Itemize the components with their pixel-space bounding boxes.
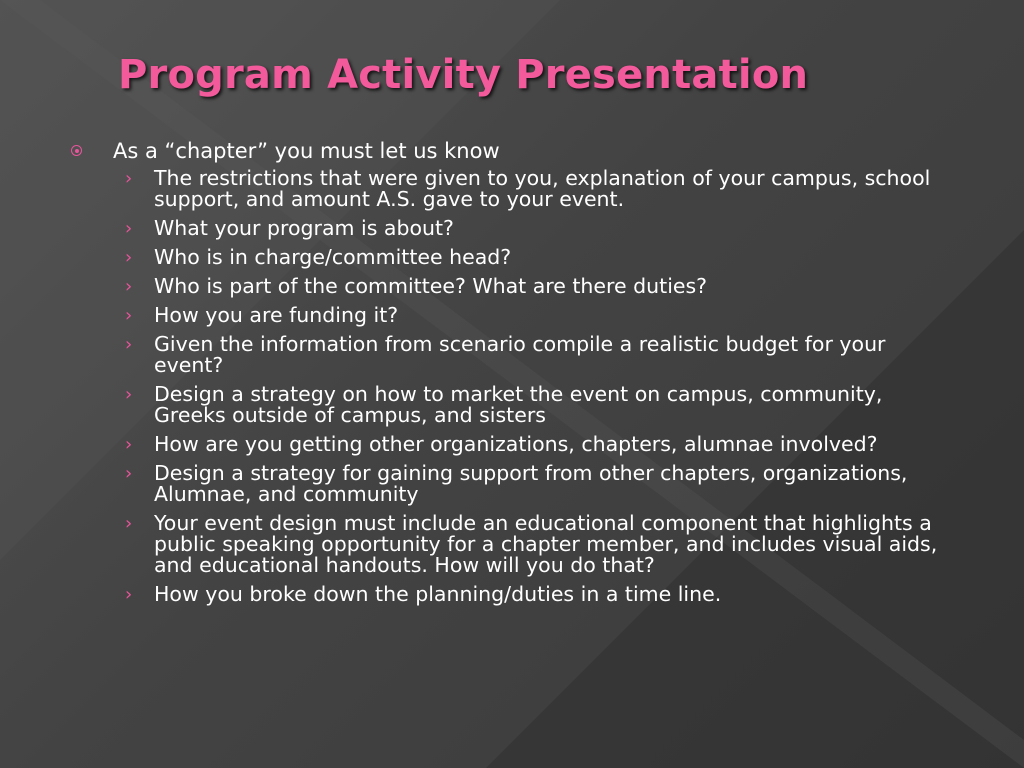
chevron-right-icon: › [125,334,133,355]
chevron-right-icon: › [125,384,133,405]
chevron-right-icon: › [125,168,133,189]
bullet-list [70,138,970,613]
ring-bullet-icon [71,145,82,156]
sub-list-item-text: How you are funding it? [154,303,399,327]
chevron-right-icon: › [125,463,133,484]
sub-list-item [70,463,954,505]
sub-list-item [70,584,954,605]
sub-list-item-text: Your event design must include an educational component that highlights a public speaking opportunity for a chapter member, and includes visual aids, and educational handouts. How will you do that? [154,511,938,577]
sub-list-item-text: Who is part of the committee? What are there duties? [154,274,708,298]
list-item-text: As a “chapter” you must let us know [113,139,500,163]
sub-list-item-text: What your program is about? [154,216,454,240]
sub-list-item [70,334,954,376]
chevron-right-icon: › [125,434,133,455]
chevron-right-icon: › [125,584,133,605]
sub-list-item-text: Who is in charge/committee head? [154,245,512,269]
chevron-right-icon: › [125,247,133,268]
sub-list-item [70,434,954,455]
sub-list-item-text: The restrictions that were given to you, explanation of your campus, school support, and amount A.S. gave to your event. [154,166,931,211]
sub-list-item [70,513,954,576]
sub-list-item-text: How you broke down the planning/duties in a time line. [154,582,722,606]
chevron-right-icon: › [125,305,133,326]
sub-list-item [70,247,954,268]
sub-list-item [70,168,954,210]
sub-list-item [70,384,954,426]
sub-list-item [70,276,954,297]
sub-list-item-text: Design a strategy on how to market the event on campus, community, Greeks outside of campus, and sisters [154,382,883,427]
list-item [70,138,970,164]
sub-list-item-text: How are you getting other organizations, chapters, alumnae involved? [154,432,878,456]
chevron-right-icon: › [125,513,133,534]
chevron-right-icon: › [125,276,133,297]
sub-list-item-text: Given the information from scenario compile a realistic budget for your event? [154,332,886,377]
sub-list-item-text: Design a strategy for gaining support from other chapters, organizations, Alumnae, and community [154,461,908,506]
sub-bullet-list [70,168,970,605]
chevron-right-icon: › [125,218,133,239]
slide-title: Program Activity Presentation [118,52,809,98]
sub-list-item [70,218,954,239]
sub-list-item [70,305,954,326]
